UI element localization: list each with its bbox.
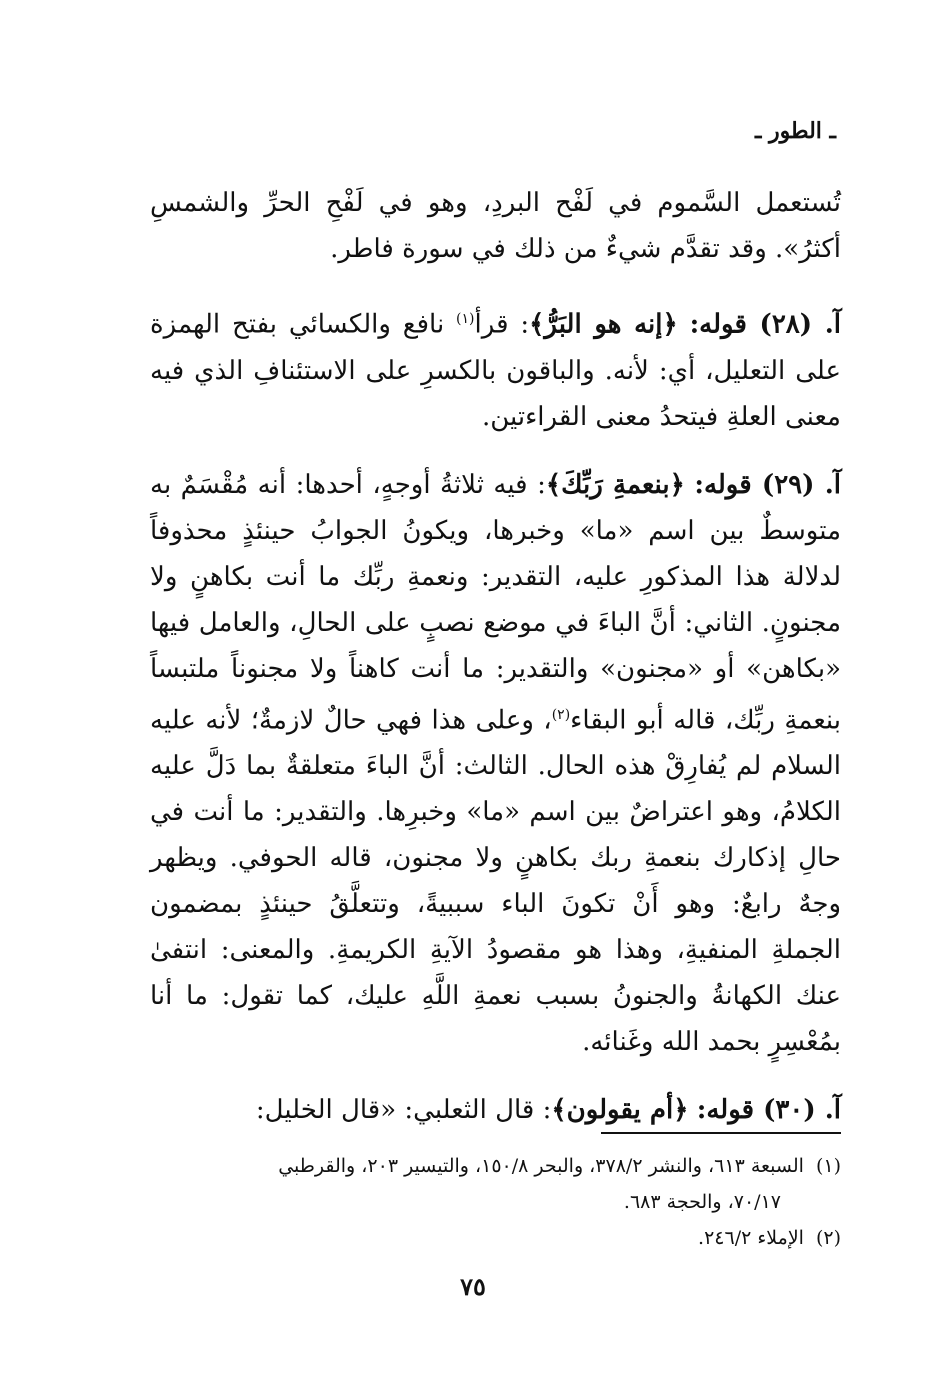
footnote-text: ٧٠/١٧، والحجة ٦٨٣.: [623, 1191, 781, 1213]
verse-heading: آ. (٢٩) قوله:: [694, 469, 841, 500]
text-line: أنه مُقْسَمٌ به متوسطٌ بين اسم «ما» وخبرها، ويكونُ الجوابُ حينئذٍ: [150, 469, 841, 546]
verse-heading: آ. (٣٠) قوله:: [696, 1095, 841, 1126]
footnote-ref: (٢): [551, 706, 571, 723]
text-line: الآيةِ الكريمةِ. والمعنى: انتفىٰ عنك الكهانةُ والجنونُ بسبب نعمةِ اللَّهِ: [150, 935, 841, 1012]
footnote-2: [150, 1220, 841, 1256]
footnotes: [150, 1148, 841, 1256]
page-number: ٧٥: [460, 1272, 486, 1301]
paragraph-verse-28: [150, 296, 841, 440]
footnote-ref: (١): [456, 311, 475, 327]
text-segment: : قرأ: [474, 309, 530, 340]
text-line: تقدَّم شيءٌ من ذلك في سورة فاطر.: [330, 234, 720, 264]
verse-heading: آ. (٢٨) قوله:: [689, 309, 841, 340]
text-line: معنى العلةِ فيتحدُ معنى القراءتين.: [481, 401, 841, 432]
quran-quote: ﴿بنعمةِ رَبِّكَ﴾: [545, 469, 685, 500]
text-line: ولا مجنونٍ. الثاني: أنَّ الباءَ في موضع نصبٍ على الحالِ، والعامل فيها: [150, 561, 841, 638]
text-line: عليك، كما تقول: ما أنا بمُعْسِرٍ بحمد الله وغَنائه.: [150, 981, 841, 1058]
footnote-text: الإملاء ٢٤٦/٢.: [698, 1227, 804, 1249]
text-segment: : فيه ثلاثةُ أوجهٍ، أحدها:: [295, 469, 546, 500]
paragraph-1: [150, 180, 841, 272]
text-line: تُستعمل السَّموم في لَفْح البردِ، وهو في لَفْحِ الحرِّ والشمسِ أكثرُ». وقد: [150, 188, 841, 264]
footnote-number: (١): [815, 1155, 841, 1177]
quran-quote: ﴿إنه هو البَرُّ﴾: [529, 309, 678, 340]
text-segment: ، وعلى هذا فهي حالٌ لازمةٌ؛ لأنه عليه السلام: [150, 705, 842, 782]
quran-quote: ﴿أم يقولون﴾: [551, 1095, 689, 1126]
text-segment: نافع والكسائي بفتح: [231, 309, 457, 340]
running-header: ـ الطور ـ: [754, 118, 836, 144]
text-line: لم يُفارِقْ هذه الحال. الثالث: أنَّ الباءَ متعلقةٌ بما دَلَّ عليه الكلامُ، وهو: [150, 751, 841, 828]
text-segment: : قال الثعلبي: «قال الخليل:: [255, 1095, 552, 1126]
text-line: ربك بكاهنٍ ولا مجنون، قاله الحوفي. ويظهر وجهٌ رابعٌ: وهو أَنْ تكونَ: [150, 843, 842, 920]
footnote-divider: [601, 1132, 841, 1134]
text-line: اعتراضٌ بين اسم «ما» وخبرِها. والتقدير: ما أنت في حالِ إذكارك بنعمةِ: [150, 797, 841, 874]
footnote-number: (٢): [815, 1227, 841, 1249]
paragraph-verse-29: [150, 462, 841, 1066]
main-text: [150, 180, 841, 1155]
footnote-1-continued: [150, 1184, 841, 1220]
footnote-1: [150, 1148, 841, 1184]
text-line: محذوفاً لدلالة هذا المذكورِ عليه، التقدير: ونعمةِ ربِّك ما أنت بكاهنٍ: [150, 515, 842, 592]
text-line: «بكاهن» أو «مجنون» والتقدير: ما أنت كاهناً ولا مجنوناً ملتبساً بنعمةِ: [150, 653, 841, 736]
footnote-text: السبعة ٦١٣، والنشر ٣٧٨/٢، والبحر ١٥٠/٨، والتيسير ٢٠٣، والقرطبي: [278, 1155, 804, 1177]
paragraph-verse-30: [150, 1087, 841, 1133]
text-line: الهمزة على التعليل، أي: لأنه. والباقون بالكسرِ على الاستئنافِ الذي فيه: [150, 309, 841, 386]
text-line: الباء سببيةً، وتتعلَّقُ حينئذٍ بمضمون الجملةِ المنفيةِ، وهذا هو مقصودُ: [150, 889, 841, 966]
text-segment: ربِّك، قاله أبو البقاء: [570, 705, 775, 736]
